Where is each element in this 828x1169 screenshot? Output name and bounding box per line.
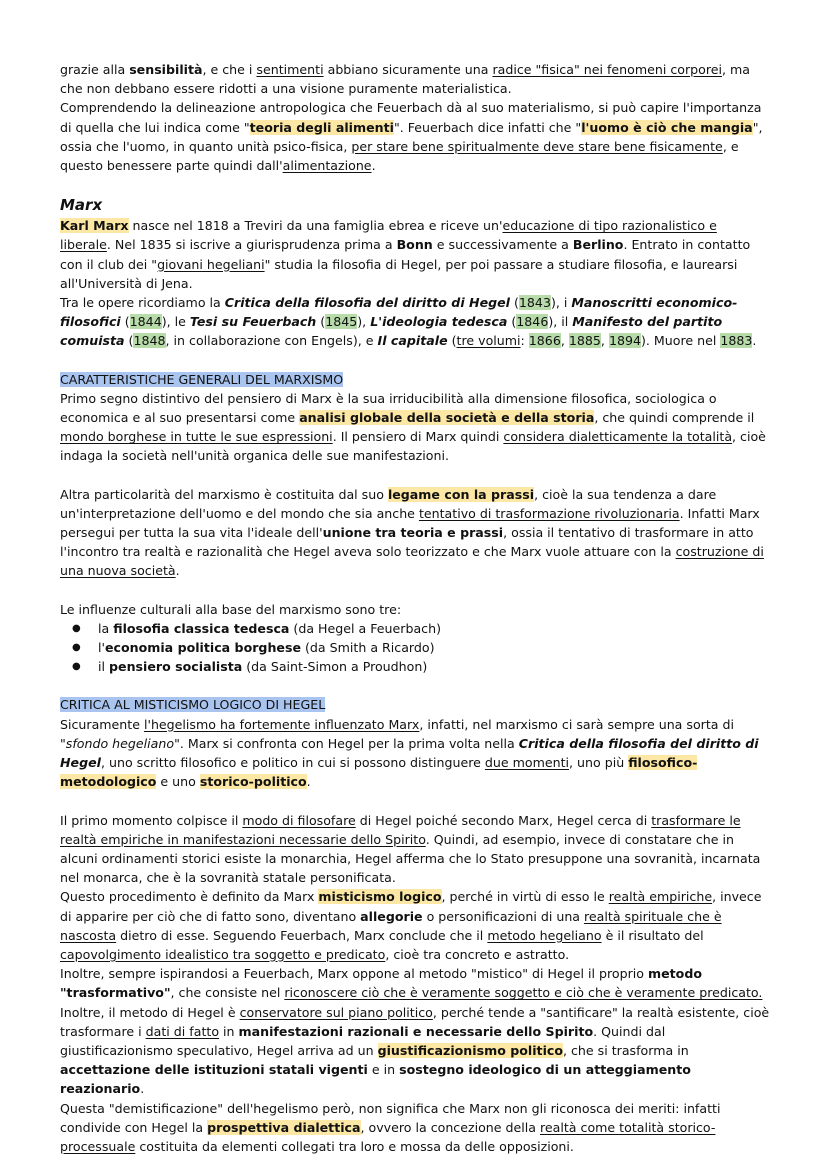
work-title: L'ideologia tedesca <box>370 314 508 330</box>
year-highlight: 1846 <box>516 314 549 330</box>
text: , invece di apparire per ciò che di fatto sono, diventano <box>60 889 762 924</box>
text: , in collaborazione con Engels), e <box>165 333 378 349</box>
highlighted-text: l'uomo è ciò che mangia <box>581 119 753 135</box>
underlined-text: sentimenti <box>256 62 324 77</box>
spacer <box>60 792 770 811</box>
text: , cioè la sua tendenza a dare un'interpretazione dell'uomo e del mondo che sia anche <box>60 486 717 521</box>
critica-paragraph-2 <box>60 811 770 888</box>
underlined-text: per stare bene spiritualmente deve stare bene fisicamente <box>351 138 723 154</box>
underlined-text: due momenti <box>484 755 570 771</box>
list-item <box>98 619 770 638</box>
highlighted-text: analisi globale della società e della storia <box>299 410 595 426</box>
bold-text: Berlino <box>572 237 624 253</box>
bold-text: allegorie <box>360 908 423 924</box>
text: e in <box>367 1062 400 1078</box>
underlined-text: realtà spirituale che è nascosta <box>60 908 722 943</box>
year-highlight: 1866 <box>528 333 561 349</box>
critica-paragraph-5 <box>60 1003 770 1099</box>
critica-paragraph-6 <box>60 1099 770 1157</box>
text: , cioè tra concreto e astratto. <box>385 946 570 962</box>
text: , <box>560 333 569 349</box>
marx-works-paragraph <box>60 293 770 351</box>
underlined-text: dati di fatto <box>145 1023 220 1039</box>
text: ( <box>120 314 130 330</box>
text: costituita da elementi collegati tra loro e mossa da delle opposizioni. <box>135 1138 574 1154</box>
influences-list <box>60 619 770 677</box>
text: ( <box>509 295 519 311</box>
caratteristiche-paragraph-2 <box>60 485 770 581</box>
text: . Entrato in contatto con il club dei " <box>60 237 751 272</box>
year-highlight: 1894 <box>608 333 641 349</box>
text: . Quindi, ad esempio, invece di constatare che in alcuni ordinamenti storici esiste la monarchia, Hegel afferma che lo Stato presuppone una sovranità, incarnata nel monarca, che è la sovranità statale personificata. <box>60 831 761 886</box>
underlined-text: trasformare le realtà empiriche in manifestazioni necessarie dello Spirito <box>60 812 741 847</box>
text: ", ossia che l'uomo, in quanto unità psico-fisica, <box>60 119 763 154</box>
text: . Quindi dal giustificazionismo speculativo, Hegel arriva ad un <box>60 1023 666 1058</box>
underlined-text: tre volumi <box>456 333 521 349</box>
underlined-text: conservatore sul piano politico <box>239 1004 433 1020</box>
text: , che consiste nel <box>170 985 285 1001</box>
bold-text: filosofia classica tedesca <box>113 620 290 636</box>
text: ( <box>316 314 326 330</box>
text: e uno <box>156 774 200 790</box>
underlined-text: l'hegelismo ha fortemente influenzato Marx <box>143 716 420 732</box>
underlined-text: capovolgimento idealistico tra soggetto e predicato <box>60 946 386 962</box>
section-title-critica <box>60 695 770 714</box>
text: : <box>520 333 529 349</box>
year-highlight: 1885 <box>568 333 601 349</box>
year-highlight: 1883 <box>720 333 753 349</box>
text: di Hegel poiché secondo Marx, Hegel cerca di <box>355 812 652 828</box>
text: , uno più <box>569 755 629 771</box>
section-title-caratteristiche <box>60 370 770 389</box>
work-title: Manifesto del partito comuista <box>60 314 723 349</box>
underlined-text: modo di filosofare <box>242 812 356 828</box>
bold-text: unione tra teoria e prassi <box>322 525 504 541</box>
underlined-text: metodo hegeliano <box>487 927 602 943</box>
text: Il primo momento colpisce il <box>60 812 243 828</box>
underlined-text: realtà empiriche <box>608 889 713 905</box>
text: ). Muore nel <box>641 333 721 349</box>
spacer <box>60 466 770 485</box>
text: , <box>600 333 609 349</box>
spacer <box>60 351 770 370</box>
underlined-text: riconoscere ciò che è veramente soggetto e ciò che è veramente predicato. <box>284 985 763 1001</box>
text: ( <box>507 314 517 330</box>
text: , e che i <box>202 62 257 77</box>
bold-text: pensiero socialista <box>109 659 243 675</box>
text: , perché tende a "santificare" la realtà esistente, cioè trasformare i <box>60 1004 770 1039</box>
text: , ossia il tentativo di trasformare in atto l'incontro tra realtà e razionalità che Hegel aveva solo teorizzato e che Marx vuole attuare con la <box>60 525 754 560</box>
text: (da Saint-Simon a Proudhon) <box>242 659 428 675</box>
text: . <box>175 563 180 579</box>
text: Inoltre, il metodo di Hegel è <box>60 1004 240 1020</box>
underlined-text: educazione di tipo razionalistico e liberale <box>60 218 717 253</box>
text: è il risultato del <box>601 927 704 943</box>
highlighted-text: Karl Marx <box>60 218 129 234</box>
text: ( <box>447 333 457 349</box>
highlighted-text: legame con la prassi <box>387 486 535 502</box>
text: . Il pensiero di Marx quindi <box>332 429 504 445</box>
list-item <box>98 638 770 657</box>
bold-text: economia politica borghese <box>104 640 301 656</box>
text: Altra particolarità del marxismo è costituita dal suo <box>60 486 388 502</box>
text: ), il <box>548 314 573 330</box>
text: (da Hegel a Feuerbach) <box>289 620 441 636</box>
highlighted-text: storico-politico <box>199 774 307 790</box>
text: il <box>98 659 110 675</box>
underlined-text: costruzione di una nuova società <box>60 544 764 579</box>
text: ". Feuerbach dice infatti che " <box>393 119 582 135</box>
underlined-text: considera dialetticamente la totalità <box>503 429 733 445</box>
section-heading-marx: Marx <box>60 196 103 215</box>
text: ". Marx si confronta con Hegel per la prima volta nella <box>174 735 519 751</box>
text: , infatti, nel marxismo ci sarà sempre una sorta di " <box>60 716 734 751</box>
text: , che quindi comprende il <box>594 410 755 426</box>
text: . <box>306 774 311 790</box>
bold-text: sostegno ideologico di un atteggiamento reazionario <box>60 1062 691 1097</box>
text: abbiano sicuramente una <box>323 62 493 77</box>
italic-text: sfondo hegeliano <box>65 735 175 751</box>
underlined-text: tentativo di trasformazione rivoluzionaria <box>418 505 680 521</box>
highlighted-text: prospettiva dialettica <box>207 1119 361 1135</box>
text: nasce nel 1818 a Treviri da una famiglia ebrea e riceve un' <box>128 218 503 234</box>
bold-text: accettazione delle istituzioni statali vigenti <box>60 1062 368 1078</box>
marx-bio-paragraph <box>60 216 770 293</box>
text: dietro di esse. Seguendo Feuerbach, Marx conclude che il <box>116 927 488 943</box>
text: la <box>98 620 114 636</box>
text: ), le <box>161 314 190 330</box>
text: Primo segno distintivo del pensiero di Marx è la sua irriducibilità alla dimensione filosofica, sociologica o economica e al suo presentarsi come <box>60 390 717 426</box>
text: o personificazioni di una <box>422 908 585 924</box>
text: grazie alla <box>60 62 130 77</box>
text: , uno scritto filosofico e politico in cui si possono distinguere <box>100 755 485 771</box>
bold-text: metodo "trasformativo" <box>60 966 702 1001</box>
text: ), i <box>550 295 572 311</box>
text: , e questo benessere parte quindi dall' <box>60 138 739 174</box>
text: . <box>371 158 376 174</box>
intro-paragraph-2 <box>60 98 770 175</box>
year-highlight: 1845 <box>325 314 358 330</box>
highlighted-text: filosofico-metodologico <box>60 755 698 790</box>
section-title-text: CARATTERISTICHE GENERALI DEL MARXISMO <box>60 371 344 387</box>
text: Questo procedimento è definito da Marx <box>60 889 319 905</box>
text: . <box>140 1081 145 1097</box>
text: in <box>219 1023 239 1039</box>
work-title: Manoscritti economico-filosofici <box>60 295 738 330</box>
bold-text: manifestazioni razionali e necessarie dello Spirito <box>238 1023 594 1039</box>
text: Sicuramente <box>60 716 144 732</box>
work-title: Il capitale <box>377 333 448 349</box>
work-title: Critica della filosofia del diritto di Hegel <box>224 295 510 311</box>
underlined-text: alimentazione <box>282 158 372 174</box>
section-title-text: CRITICA AL MISTICISMO LOGICO DI HEGEL <box>60 697 326 713</box>
text: . Nel 1835 si iscrive a giurisprudenza prima a <box>106 237 397 253</box>
text: Inoltre, sempre ispirandosi a Feuerbach, Marx oppone al metodo "mistico" di Hegel il proprio <box>60 966 648 982</box>
text: , perché in virtù di esso le <box>441 889 609 905</box>
critica-paragraph-3 <box>60 887 770 964</box>
underlined-text: giovani hegeliani <box>157 256 265 272</box>
text: ( <box>124 333 134 349</box>
work-title: Tesi su Feuerbach <box>189 314 317 330</box>
text: . Infatti Marx persegui per tutta la sua vita l'ideale dell' <box>60 505 760 541</box>
text: , ovvero la concezione della <box>360 1119 540 1135</box>
text: e successivamente a <box>432 237 573 253</box>
work-title: Critica della filosofia del diritto di Hegel <box>60 735 759 771</box>
bold-text: Bonn <box>396 237 433 253</box>
caratteristiche-paragraph-1 <box>60 389 770 466</box>
text: l' <box>98 640 105 656</box>
year-highlight: 1848 <box>133 333 166 349</box>
text: ), <box>357 314 371 330</box>
underlined-text: radice "fisica" nei fenomeni corporei <box>492 62 722 77</box>
spacer <box>60 676 770 695</box>
text: Tra le opere ricordiamo la <box>60 295 225 311</box>
spacer <box>60 581 770 600</box>
text: , che si trasforma in <box>563 1042 689 1058</box>
intro-paragraph-1 <box>60 60 770 98</box>
underlined-text: realtà come totalità storico-processuale <box>60 1119 716 1154</box>
highlighted-text: teoria degli alimenti <box>249 119 394 135</box>
spacer <box>60 175 770 194</box>
critica-paragraph-4 <box>60 964 770 1002</box>
text: . <box>752 333 757 349</box>
text: , ma che non debbano essere ridotti a una visione puramente materialistica. <box>60 62 750 97</box>
influences-intro: Le influenze culturali alla base del marxismo sono tre: <box>60 601 402 617</box>
year-highlight: 1843 <box>518 295 551 311</box>
underlined-text: mondo borghese in tutte le sue espressioni <box>60 429 333 445</box>
bold-text: sensibilità <box>129 62 203 77</box>
text: Comprendendo la delineazione antropologica che Feuerbach dà al suo materialismo, si può capire l'importanza di quella che lui indica come " <box>60 100 762 135</box>
text: , cioè indaga la società nell'unità organica delle sue manifestazioni. <box>60 429 766 464</box>
list-item <box>98 657 770 676</box>
text: Questa "demistificazione" dell'hegelismo però, non significa che Marx non gli riconosca dei meriti: infatti condivide con Hegel la <box>60 1100 721 1135</box>
highlighted-text: misticismo logico <box>318 889 442 905</box>
text: (da Smith a Ricardo) <box>301 640 435 656</box>
highlighted-text: giustificazionismo politico <box>377 1042 563 1058</box>
text: " studia la filosofia di Hegel, per poi passare a studiare filosofia, e laurearsi all'Università di Jena. <box>60 256 738 291</box>
critica-paragraph-1 <box>60 715 770 792</box>
year-highlight: 1844 <box>129 314 162 330</box>
